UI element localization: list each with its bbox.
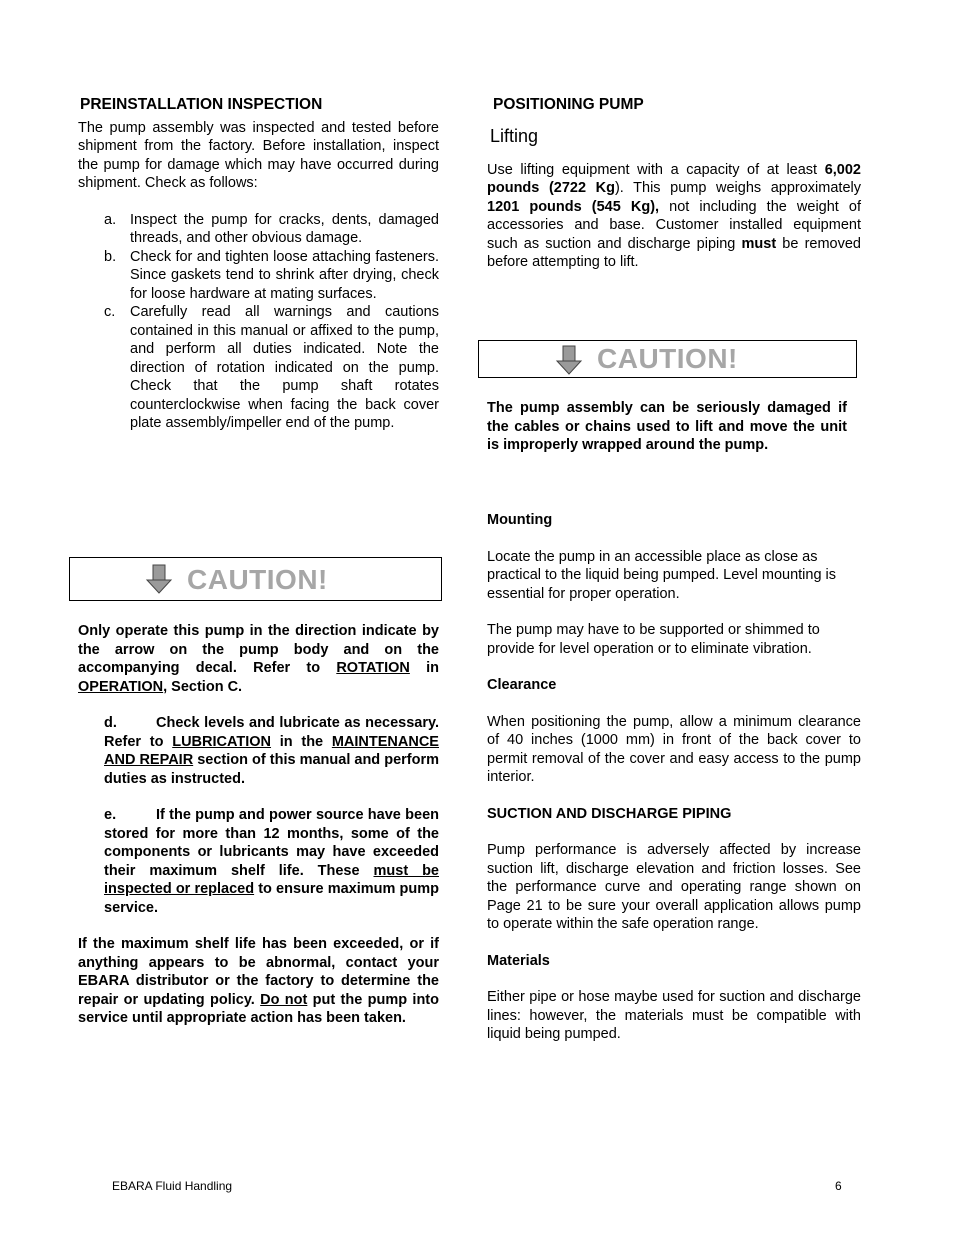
caution-box-right [478,340,857,378]
piping-paragraph: Pump performance is adversely affected by increase suction lift, discharge elevation and friction losses. See the performance curve and operating range shown on Page 21 to be sure your overall application allows pump to operate within the safe operation range. [487,842,861,932]
page-number: 6 [835,1179,842,1193]
right-column-lower [487,399,847,455]
right-column [487,96,861,272]
positioning-heading: POSITIONING PUMP [493,96,644,113]
lifting-subheading: Lifting [490,125,539,146]
preinstallation-intro: The pump assembly was inspected and tested before shipment from the factory. Before installation, inspect the pump for damage which may have occurred during shipment. Check as follows: [78,119,439,191]
down-arrow-icon [145,564,173,594]
left-column [78,96,439,433]
list-item: b. Check for and tighten loose attaching fasteners. Since gaskets tend to shrink after drying, check for loose hardware at mating surfaces. [104,248,439,302]
materials-paragraph: Either pipe or hose maybe used for suction and discharge lines: however, the materials must be compatible with liquid being pumped. [487,989,861,1042]
caution-text-rotation: Only operate this pump in the direction indicate by the arrow on the pump body and on the accompanying decal. Refer to ROTATION in OPERATION, Section C. [78,623,439,695]
piping-heading: SUCTION AND DISCHARGE PIPING [487,805,732,822]
footer-company: EBARA Fluid Handling [112,1179,233,1193]
caution-box-left [69,557,442,601]
clearance-heading: Clearance [487,677,557,693]
left-column-lower [78,622,439,1028]
lifting-paragraph: Use lifting equipment with a capacity of at least 6,002 pounds (2722 Kg). This pump weighs approximately 1201 pounds (545 Kg), not including the weight of accessories and base. Customer installed equipment such as suction and discharge piping must be removed before attempting to lift. [487,161,861,270]
item-e: e. If the pump and power source have been stored for more than 12 months, some of the components or lubricants may have exceeded their maximum shelf life. These must be inspected or replaced to ensure maximum pump service. [104,807,439,916]
mounting-heading: Mounting [487,512,553,528]
inspection-list [78,211,439,433]
materials-heading: Materials [487,952,550,969]
preinstallation-heading: PREINSTALLATION INSPECTION [80,96,323,113]
item-d: d. Check levels and lubricate as necessary. Refer to LUBRICATION in the MAINTENANCE AND REPAIR section of this manual and perform duties as instructed. [104,715,439,787]
list-item: c. Carefully read all warnings and cautions contained in this manual or affixed to the pump, and perform all duties indicated. Note the direction of rotation indicated on the pump. Check that the pump shaft rotates counterclockwise when facing the back cover plate assembly/impeller end of the pump. [104,304,439,431]
caution-text-lifting: The pump assembly can be seriously damaged if the cables or chains used to lift and move the unit is improperly wrapped around the pump. [487,400,847,453]
down-arrow-icon [555,345,583,375]
list-item: a. Inspect the pump for cracks, dents, damaged threads, and other obvious damage. [104,211,439,246]
shelf-life-note: If the maximum shelf life has been exceeded, or if anything appears to be abnormal, contact your EBARA distributor or the factory to determine the repair or updating policy. Do not put the pump into service until appropriate action has been taken. [78,936,439,1026]
caution-label: CAUTION! [597,343,738,374]
caution-label: CAUTION! [187,564,328,595]
mounting-paragraph-1: Locate the pump in an accessible place as close as practical to the liquid being pumped. Level mounting is essential for proper operation. [487,548,837,602]
mounting-paragraph-2: The pump may have to be supported or shimmed to provide for level operation or to eliminate vibration. [487,622,820,657]
clearance-paragraph: When positioning the pump, allow a minimum clearance of 40 inches (1000 mm) in front of the back cover to permit removal of the cover and easy access to the pump interior. [487,713,861,785]
right-column-sections [487,511,861,1044]
